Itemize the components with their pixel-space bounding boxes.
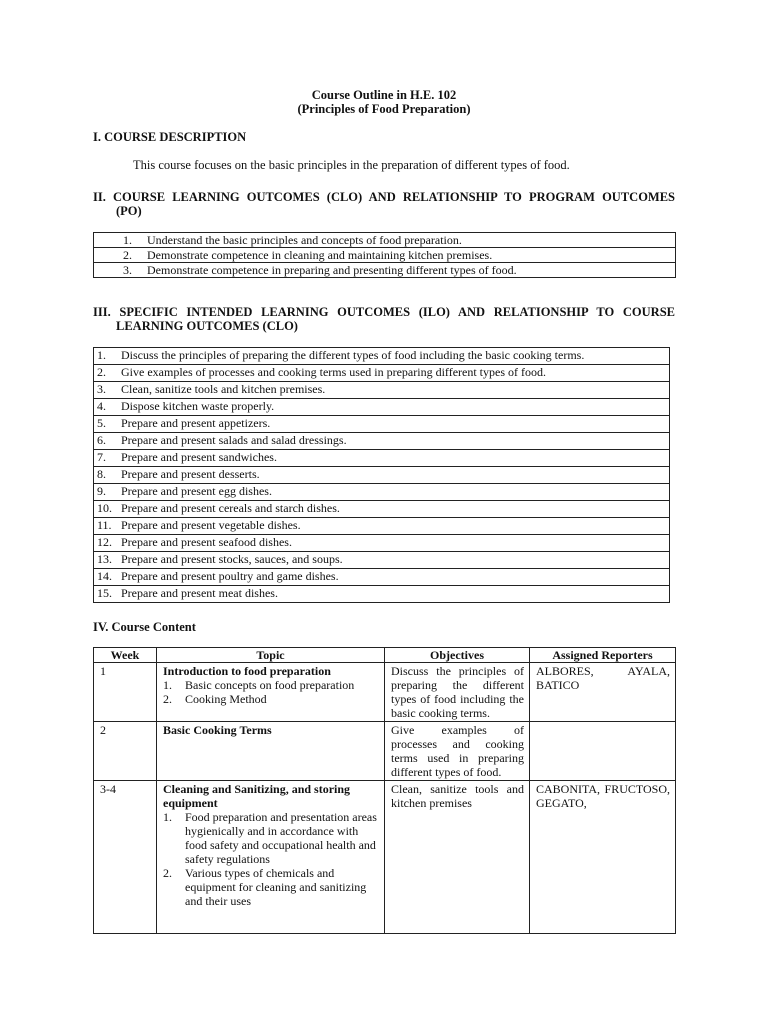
ilo-item-text: Prepare and present egg dishes. <box>121 484 272 498</box>
ilo-item-text: Prepare and present salads and salad dressings. <box>121 433 347 447</box>
table-row <box>94 263 676 278</box>
subitem-text: Various types of chemicals and equipment for cleaning and sanitizing and their uses <box>185 866 367 908</box>
clo-item-text: Demonstrate competence in preparing and presenting different types of food. <box>147 263 517 277</box>
clo-item-number: 1. <box>123 233 132 247</box>
ilo-item-number: 12. <box>97 535 112 549</box>
ilo-table <box>93 347 670 603</box>
ilo-item <box>94 518 670 535</box>
topic-cell <box>157 663 385 722</box>
ilo-item-number: 5. <box>97 416 106 430</box>
clo-table <box>93 232 676 278</box>
ilo-item <box>94 535 670 552</box>
week-cell: 2 <box>94 722 157 781</box>
page-subtitle: (Principles of Food Preparation) <box>297 102 471 116</box>
table-row <box>94 569 670 586</box>
topic-subitems <box>163 810 379 908</box>
ilo-item-text: Prepare and present sandwiches. <box>121 450 277 464</box>
ilo-item <box>94 484 670 501</box>
page-title: Course Outline in H.E. 102 <box>311 88 457 102</box>
table-header-row <box>94 648 676 663</box>
ilo-item-text: Prepare and present seafood dishes. <box>121 535 292 549</box>
reporters-cell <box>530 722 676 781</box>
table-row <box>94 233 676 248</box>
table-row <box>94 382 670 399</box>
ilo-item-number: 1. <box>97 348 106 362</box>
ilo-item <box>94 467 670 484</box>
ilo-item-text: Discuss the principles of preparing the different types of food including the basic cooking terms. <box>121 348 585 362</box>
ilo-item-text: Prepare and present vegetable dishes. <box>121 518 301 532</box>
ilo-item-number: 10. <box>97 501 112 515</box>
table-row <box>94 484 670 501</box>
clo-item <box>94 248 676 263</box>
ilo-item-number: 14. <box>97 569 112 583</box>
ilo-item-text: Prepare and present stocks, sauces, and soups. <box>121 552 343 566</box>
list-item <box>163 678 379 692</box>
table-row <box>94 552 670 569</box>
ilo-item-number: 7. <box>97 450 106 464</box>
section-heading-ilo: III. SPECIFIC INTENDED LEARNING OUTCOMES (ILO) AND RELATIONSHIP TO COURSE <box>93 305 675 319</box>
ilo-item <box>94 348 670 365</box>
topic-title: Basic Cooking Terms <box>163 723 272 737</box>
clo-item-number: 3. <box>123 263 132 277</box>
table-row <box>94 501 670 518</box>
ilo-item-text: Prepare and present appetizers. <box>121 416 271 430</box>
ilo-item <box>94 569 670 586</box>
objectives-cell: Discuss the principles of preparing the different types of food including the basic cooking terms. <box>385 663 530 722</box>
ilo-item <box>94 365 670 382</box>
subitem-number: 1. <box>163 810 172 824</box>
table-row <box>94 722 676 781</box>
ilo-item-text: Prepare and present poultry and game dishes. <box>121 569 339 583</box>
ilo-item-number: 9. <box>97 484 106 498</box>
ilo-item <box>94 450 670 467</box>
table-row <box>94 450 670 467</box>
ilo-item-number: 2. <box>97 365 106 379</box>
subitem-number: 1. <box>163 678 172 692</box>
course-content-table <box>93 647 676 934</box>
ilo-item <box>94 382 670 399</box>
table-row <box>94 467 670 484</box>
subitem-text: Cooking Method <box>185 692 267 706</box>
table-row <box>94 365 670 382</box>
ilo-item-number: 15. <box>97 586 112 600</box>
ilo-item-text: Prepare and present desserts. <box>121 467 260 481</box>
ilo-item-text: Give examples of processes and cooking terms used in preparing different types of food. <box>121 365 546 379</box>
ilo-item-text: Prepare and present meat dishes. <box>121 586 278 600</box>
clo-item-text: Understand the basic principles and concepts of food preparation. <box>147 233 462 247</box>
ilo-item-text: Clean, sanitize tools and kitchen premises. <box>121 382 326 396</box>
table-row <box>94 416 670 433</box>
section-heading-clo: II. COURSE LEARNING OUTCOMES (CLO) AND RELATIONSHIP TO PROGRAM OUTCOMES <box>93 190 675 204</box>
section-heading-ilo-cont: LEARNING OUTCOMES (CLO) <box>116 319 298 333</box>
week-cell: 1 <box>94 663 157 722</box>
subitem-number: 2. <box>163 866 172 880</box>
list-item <box>163 692 379 706</box>
table-row <box>94 248 676 263</box>
ilo-item <box>94 433 670 450</box>
objectives-cell: Clean, sanitize tools and kitchen premises <box>385 781 530 934</box>
section-heading-clo-cont: (PO) <box>116 204 142 218</box>
reporters-cell: CABONITA, FRUCTOSO, GEGATO, <box>530 781 676 934</box>
ilo-item <box>94 586 670 603</box>
ilo-item-number: 4. <box>97 399 106 413</box>
ilo-item <box>94 399 670 416</box>
column-header-reporters: Assigned Reporters <box>530 648 676 663</box>
clo-item-text: Demonstrate competence in cleaning and maintaining kitchen premises. <box>147 248 493 262</box>
topic-title: Cleaning and Sanitizing, and storing equipment <box>163 782 351 810</box>
topic-cell <box>157 722 385 781</box>
ilo-item-number: 11. <box>97 518 112 532</box>
table-row <box>94 586 670 603</box>
table-row <box>94 433 670 450</box>
ilo-item <box>94 552 670 569</box>
reporters-cell: ALBORES, AYALA, BATICO <box>530 663 676 722</box>
section-heading-course-description: I. COURSE DESCRIPTION <box>93 130 247 144</box>
clo-item <box>94 233 676 248</box>
table-row <box>94 781 676 934</box>
table-row <box>94 535 670 552</box>
table-row <box>94 348 670 365</box>
table-row <box>94 399 670 416</box>
topic-title: Introduction to food preparation <box>163 664 331 678</box>
ilo-item <box>94 416 670 433</box>
clo-item <box>94 263 676 278</box>
ilo-item-number: 6. <box>97 433 106 447</box>
topic-subitems <box>163 678 379 706</box>
ilo-item-number: 8. <box>97 467 106 481</box>
subitem-number: 2. <box>163 692 172 706</box>
ilo-item-number: 13. <box>97 552 112 566</box>
list-item <box>163 810 379 866</box>
section-heading-course-content: IV. Course Content <box>93 620 196 634</box>
course-description-text: This course focuses on the basic principles in the preparation of different types of food. <box>133 158 570 172</box>
ilo-item-number: 3. <box>97 382 106 396</box>
ilo-item <box>94 501 670 518</box>
column-header-topic: Topic <box>157 648 385 663</box>
week-cell: 3-4 <box>94 781 157 934</box>
subitem-text: Food preparation and presentation areas hygienically and in accordance with food safety and occupational health and safety regulations <box>185 810 377 866</box>
table-row <box>94 518 670 535</box>
list-item <box>163 866 379 908</box>
column-header-objectives: Objectives <box>385 648 530 663</box>
table-row <box>94 663 676 722</box>
clo-item-number: 2. <box>123 248 132 262</box>
topic-cell <box>157 781 385 934</box>
column-header-week: Week <box>94 648 157 663</box>
objectives-cell: Give examples of processes and cooking terms used in preparing different types of food. <box>385 722 530 781</box>
ilo-item-text: Prepare and present cereals and starch dishes. <box>121 501 340 515</box>
ilo-item-text: Dispose kitchen waste properly. <box>121 399 275 413</box>
subitem-text: Basic concepts on food preparation <box>185 678 355 692</box>
